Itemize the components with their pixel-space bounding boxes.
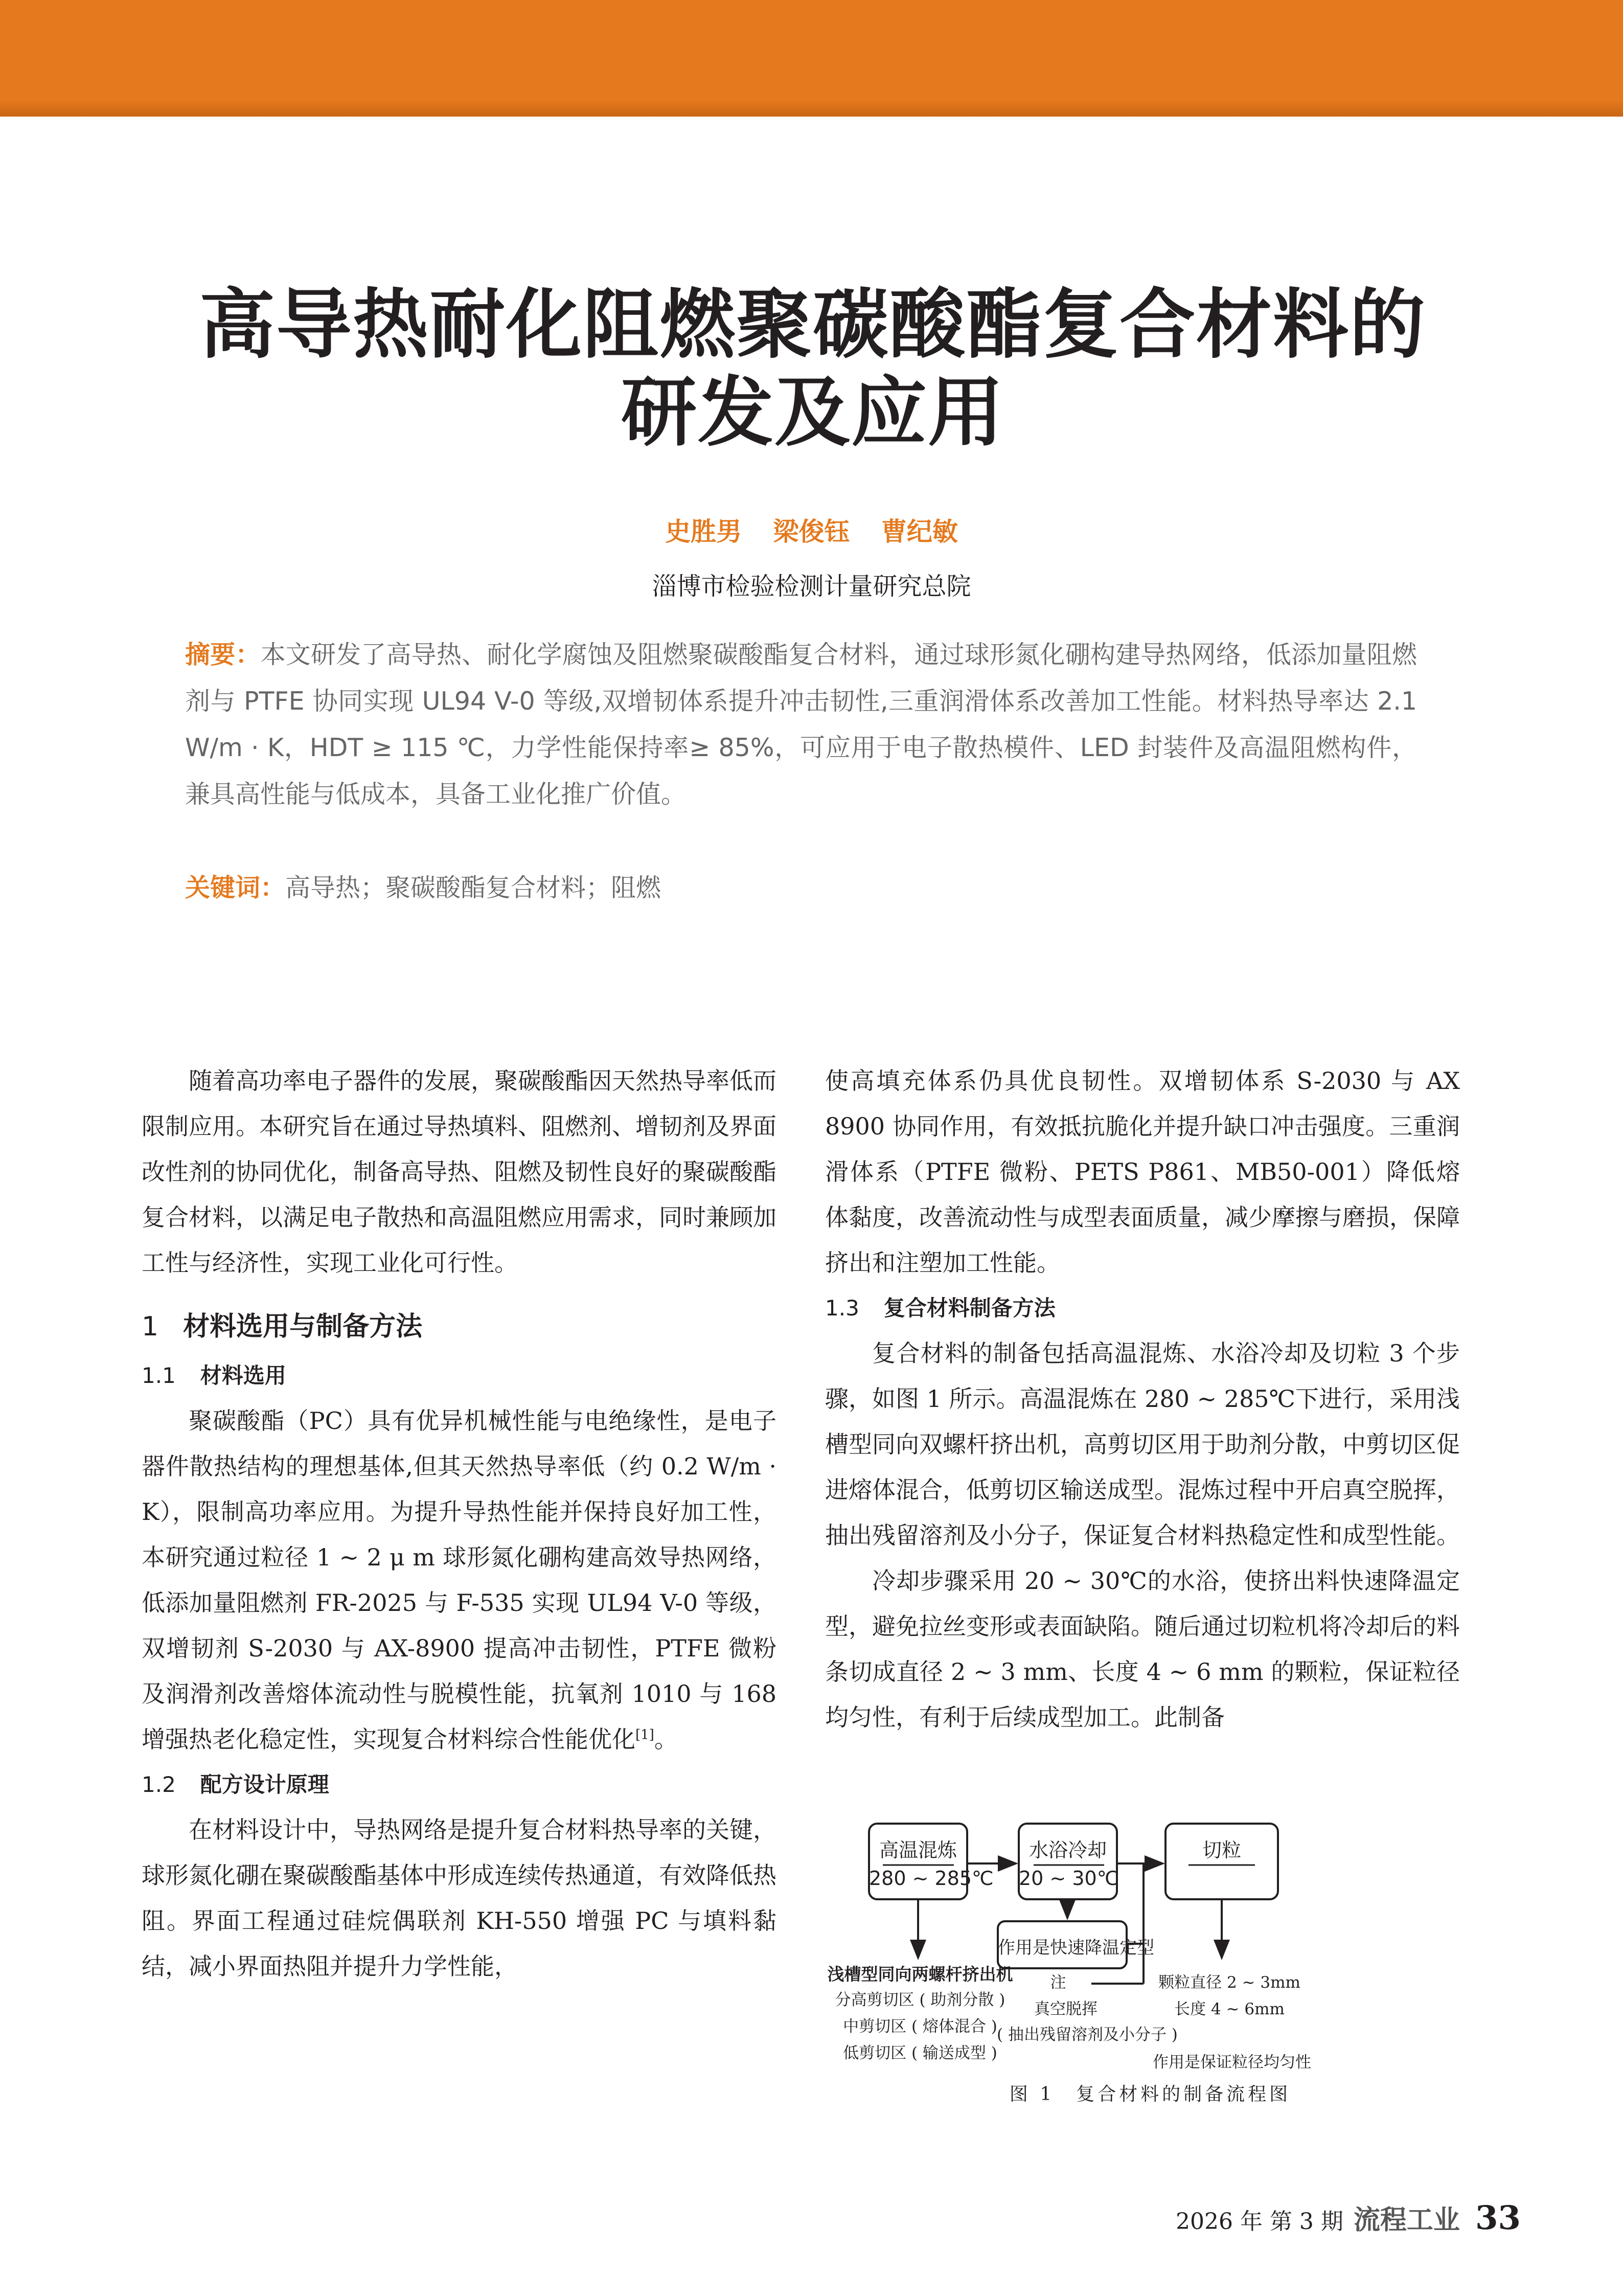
paragraph-1-3b: 冷却步骤采用 20 ~ 30℃的水浴，使挤出料快速降温定型，避免拉丝变形或表面缺陷。随后通过切粒机将冷却后的料条切成直径 2 ~ 3 mm、长度 4 ~ 6 mm 的颗粒，保证粒径均匀性，有利于后续成型加工。此制备 xyxy=(825,1567,1460,1731)
section-title: 材料选用 xyxy=(200,1363,286,1388)
section-title: 配方设计原理 xyxy=(200,1772,329,1797)
section-number: 1.1 xyxy=(142,1363,176,1388)
section-heading-1-1 xyxy=(142,1353,776,1398)
author-name: 曹纪敏 xyxy=(881,517,958,547)
keywords-text: 高导热；聚碳酸酯复合材料；阻燃 xyxy=(285,873,661,902)
extruder-zone: 中剪切区 ( 熔体混合 ) xyxy=(843,2017,997,2036)
journal-name: 流程工业 xyxy=(1353,2204,1460,2236)
note-label: 注 xyxy=(1050,1973,1066,1992)
author-list xyxy=(0,511,1623,548)
extruder-zone: 分高剪切区 ( 助剂分散 ) xyxy=(835,1991,1005,2009)
paragraph-text: 聚碳酸酯（PC）具有优异机械性能与电绝缘性，是电子器件散热结构的理想基体,但其天然热导率低（约 0.2 W/m · K），限制高功率应用。为提升导热性能并保持良好加工性，本研究通过粒径 1 ~ 2 μ m 球形氮化硼构建高效导热网络，低添加量阻燃剂 FR-2025 与 F-535 实现 UL94 V-0 等级，双增韧剂 S-2030 与 AX-8900 提高冲击韧性，PTFE 微粉及润滑剂改善熔体流动性与脱模性能，抗氧剂 1010 与 168 增强热老化稳定性，实现复合材料综合性能优化 xyxy=(142,1407,776,1753)
box-subtitle: 20 ~ 30℃ xyxy=(1019,1867,1119,1890)
paragraph-1-1 xyxy=(142,1398,776,1762)
vacuum-detail: ( 抽出残留溶剂及小分子 ) xyxy=(997,2026,1178,2044)
paragraph-end: 。 xyxy=(654,1725,678,1753)
vacuum-title: 真空脱挥 xyxy=(1034,2000,1098,2018)
extruder-title: 浅槽型同向两螺杆挤出机 xyxy=(827,1964,1013,1984)
section-title: 材料选用与制备方法 xyxy=(183,1311,423,1342)
box-note-text: 作用是快速降温定型 xyxy=(998,1938,1154,1958)
article-title-line-1: 高导热耐化阻燃聚碳酸酯复合材料的 xyxy=(199,281,1426,369)
section-number: 1.2 xyxy=(142,1772,176,1797)
keywords xyxy=(185,868,1417,908)
article-title-line-2: 研发及应用 xyxy=(621,369,1004,457)
author-name: 史胜男 xyxy=(665,517,742,547)
extruder-zone: 低剪切区 ( 输送成型 ) xyxy=(843,2044,997,2062)
keywords-label: 关键词： xyxy=(185,873,286,902)
box-title: 切粒 xyxy=(1202,1839,1241,1861)
issue-info: 2026 年 第 3 期 xyxy=(1176,2209,1343,2235)
section-number: 1.3 xyxy=(825,1295,859,1321)
page-footer xyxy=(1176,2198,1521,2237)
abstract-text: 本文研发了高导热、耐化学腐蚀及阻燃聚碳酸酯复合材料，通过球形氮化硼构建导热网络，低添加量阻燃剂与 PTFE 协同实现 UL94 V-0 等级,双增韧体系提升冲击韧性,三重润滑体系改善加工性能。材料热导率达 2.1 W/m · K，HDT ≥ 115 ℃，力学性能保持率≥ 85%，可应用于电子散热模件、LED 封装件及高温阻燃构件，兼具高性能与低成本，具备工业化推广价值。 xyxy=(185,640,1417,809)
pellet-length: 长度 4 ~ 6mm xyxy=(1174,2000,1285,2018)
author-name: 梁俊钰 xyxy=(773,517,850,547)
section-title: 复合材料制备方法 xyxy=(883,1295,1056,1321)
body-column-left xyxy=(142,1058,776,1989)
citation-ref: [1] xyxy=(635,1727,654,1743)
header-band xyxy=(0,0,1623,117)
pellet-diameter: 颗粒直径 2 ~ 3mm xyxy=(1158,1973,1300,1992)
section-number: 1 xyxy=(142,1311,159,1342)
intro-paragraph: 随着高功率电子器件的发展，聚碳酸酯因天然热导率低而限制应用。本研究旨在通过导热填料、阻燃剂、增韧剂及界面改性剂的协同优化，制备高导热、阻燃及韧性良好的聚碳酸酯复合材料，以满足电子散热和高温阻燃应用需求，同时兼顾加工性与经济性，实现工业化可行性。 xyxy=(142,1067,776,1277)
affiliation: 淄博市检验检测计量研究总院 xyxy=(652,572,971,601)
process-flow-figure xyxy=(818,1810,1482,2111)
paragraph-1-2: 在材料设计中，导热网络是提升复合材料热导率的关键，球形氮化硼在聚碳酸酯基体中形成连续传热通道，有效降低热阻。界面工程通过硅烷偶联剂 KH-550 增强 PC 与填料黏结，减小界面热阻并提升力学性能， xyxy=(142,1816,776,1980)
pellet-purpose: 作用是保证粒径均匀性 xyxy=(1153,2053,1311,2072)
paragraph-1-3a: 复合材料的制备包括高温混炼、水浴冷却及切粒 3 个步骤，如图 1 所示。高温混炼在 280 ~ 285℃下进行，采用浅槽型同向双螺杆挤出机，高剪切区用于助剂分散，中剪切区促进熔体混合，低剪切区输送成型。混炼过程中开启真空脱挥，抽出残留溶剂及小分子，保证复合材料热稳定性和成型性能。 xyxy=(825,1339,1460,1549)
page-number: 33 xyxy=(1475,2199,1521,2237)
section-heading-1-3 xyxy=(825,1286,1460,1331)
abstract xyxy=(185,631,1417,817)
box-title: 水浴冷却 xyxy=(1028,1839,1107,1861)
section-heading-1-2 xyxy=(142,1762,776,1807)
paragraph-1-2-continued: 使高填充体系仍具优良韧性。双增韧体系 S-2030 与 AX 8900 协同作用，有效抵抗脆化并提升缺口冲击强度。三重润滑体系（PTFE 微粉、PETS P861、MB50-001）降低熔体黏度，改善流动性与成型表面质量，减少摩擦与磨损，保障挤出和注塑加工性能。 xyxy=(825,1067,1460,1277)
body-column-right xyxy=(825,1058,1460,1740)
abstract-label: 摘要： xyxy=(185,640,261,669)
figure-caption: 图 1 复合材料的制备流程图 xyxy=(1009,2084,1291,2105)
box-title: 高温混炼 xyxy=(879,1839,957,1861)
box-subtitle: 280 ~ 285℃ xyxy=(869,1867,994,1890)
section-heading-1 xyxy=(142,1301,776,1352)
